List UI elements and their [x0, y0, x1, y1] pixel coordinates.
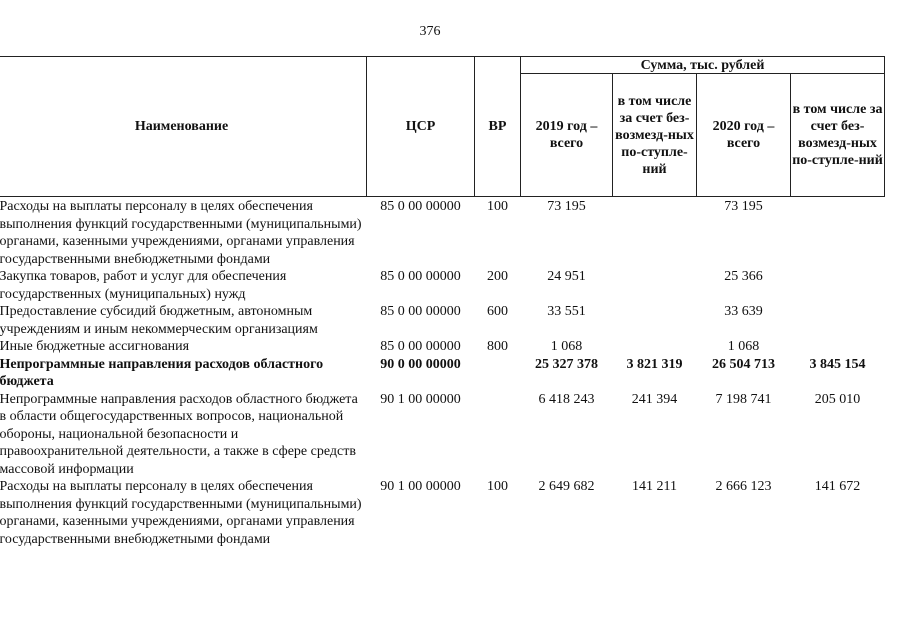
budget-table: [0, 56, 885, 548]
row-csr: 90 1 00 00000: [380, 479, 461, 494]
row-2020-grants: [791, 268, 885, 303]
row-2020-total: 2 666 123: [715, 479, 772, 494]
row-2019-total: 6 418 243: [538, 391, 595, 407]
row-2020-grants: 205 010: [814, 391, 861, 407]
header-2020-grants: в том числе за счет без-возмезд-ных по-ступле-ний: [791, 74, 885, 197]
row-2020-grants: [791, 338, 885, 356]
row-name: Иные бюджетные ассигнования: [0, 339, 190, 354]
row-2019-total: 73 195: [547, 199, 586, 214]
row-2019-total: 2 649 682: [538, 479, 595, 494]
row-name: Непрограммные направления расходов областного бюджета: [0, 356, 324, 389]
row-2020-grants: 141 672: [814, 479, 861, 494]
header-csr: ЦСР: [367, 57, 475, 197]
page-number: 376: [419, 24, 441, 39]
row-vr: 600: [487, 304, 508, 319]
row-2019-total: 24 951: [547, 269, 586, 284]
row-2019-grants: 3 821 319: [626, 356, 683, 372]
header-vr: ВР: [475, 57, 521, 197]
row-name: Непрограммные направления расходов областного бюджета в области общегосударственных вопросов, национальной обороны, национальной безопасности и правоохранительной деятельности, а также в сфере средств массовой информации: [0, 391, 358, 477]
header-name: Наименование: [0, 57, 367, 197]
table-row: [0, 391, 885, 479]
header-2019-total: 2019 год – всего: [521, 74, 613, 197]
row-2019-grants: [613, 197, 697, 269]
row-vr: 100: [487, 199, 508, 214]
table-row: [0, 478, 885, 548]
row-name: Предоставление субсидий бюджетным, автономным учреждениям и иным некоммерческим организациям: [0, 304, 318, 337]
row-2020-total: 73 195: [724, 199, 763, 214]
row-2020-total: 25 366: [724, 269, 763, 284]
row-2020-grants: 3 845 154: [809, 356, 866, 372]
row-2020-total: 7 198 741: [715, 391, 772, 407]
row-vr: [475, 356, 521, 391]
row-vr: 100: [487, 479, 508, 494]
table-row: [0, 356, 885, 391]
table-body: [0, 197, 885, 549]
row-csr: 85 0 00 00000: [380, 304, 461, 319]
row-vr: 200: [487, 269, 508, 284]
row-2019-total: 33 551: [547, 304, 586, 319]
row-2019-grants: 141 211: [632, 479, 677, 494]
header-sum-group: Сумма, тыс. рублей: [521, 57, 885, 74]
row-vr: 800: [487, 339, 508, 354]
row-2020-total: 26 504 713: [712, 356, 775, 372]
row-2019-grants: 241 394: [631, 391, 678, 407]
row-2019-grants: [613, 338, 697, 356]
row-2019-total: 25 327 378: [535, 356, 598, 372]
header-2020-total: 2020 год – всего: [697, 74, 791, 197]
row-csr: 85 0 00 00000: [380, 339, 461, 354]
row-2020-total: 33 639: [724, 304, 763, 319]
header-2019-grants: в том числе за счет без-возмезд-ных по-ступле-ний: [613, 74, 697, 197]
table-row: [0, 338, 885, 356]
row-2020-total: 1 068: [727, 339, 760, 354]
table-row: [0, 268, 885, 303]
row-2020-grants: [791, 197, 885, 269]
table-header: [0, 57, 885, 197]
row-csr: 90 0 00 00000: [380, 356, 461, 372]
row-name: Расходы на выплаты персоналу в целях обеспечения выполнения функций государственными (муниципальными) органами, казенными учреждениями, органами управления государственными внебюджетными фондами: [0, 199, 362, 267]
row-2020-grants: [791, 303, 885, 338]
row-2019-grants: [613, 303, 697, 338]
row-2019-total: 1 068: [550, 339, 583, 354]
table-row: [0, 303, 885, 338]
row-name: Расходы на выплаты персоналу в целях обеспечения выполнения функций государственными (муниципальными) органами, казенными учреждениями, органами управления государственными внебюджетными фондами: [0, 479, 362, 547]
row-csr: 85 0 00 00000: [380, 269, 461, 284]
table-row: [0, 197, 885, 269]
row-csr: 85 0 00 00000: [380, 199, 461, 214]
row-name: Закупка товаров, работ и услуг для обеспечения государственных (муниципальных) нужд: [0, 269, 287, 302]
row-csr: 90 1 00 00000: [380, 391, 461, 407]
row-vr: [475, 391, 521, 479]
row-2019-grants: [613, 268, 697, 303]
